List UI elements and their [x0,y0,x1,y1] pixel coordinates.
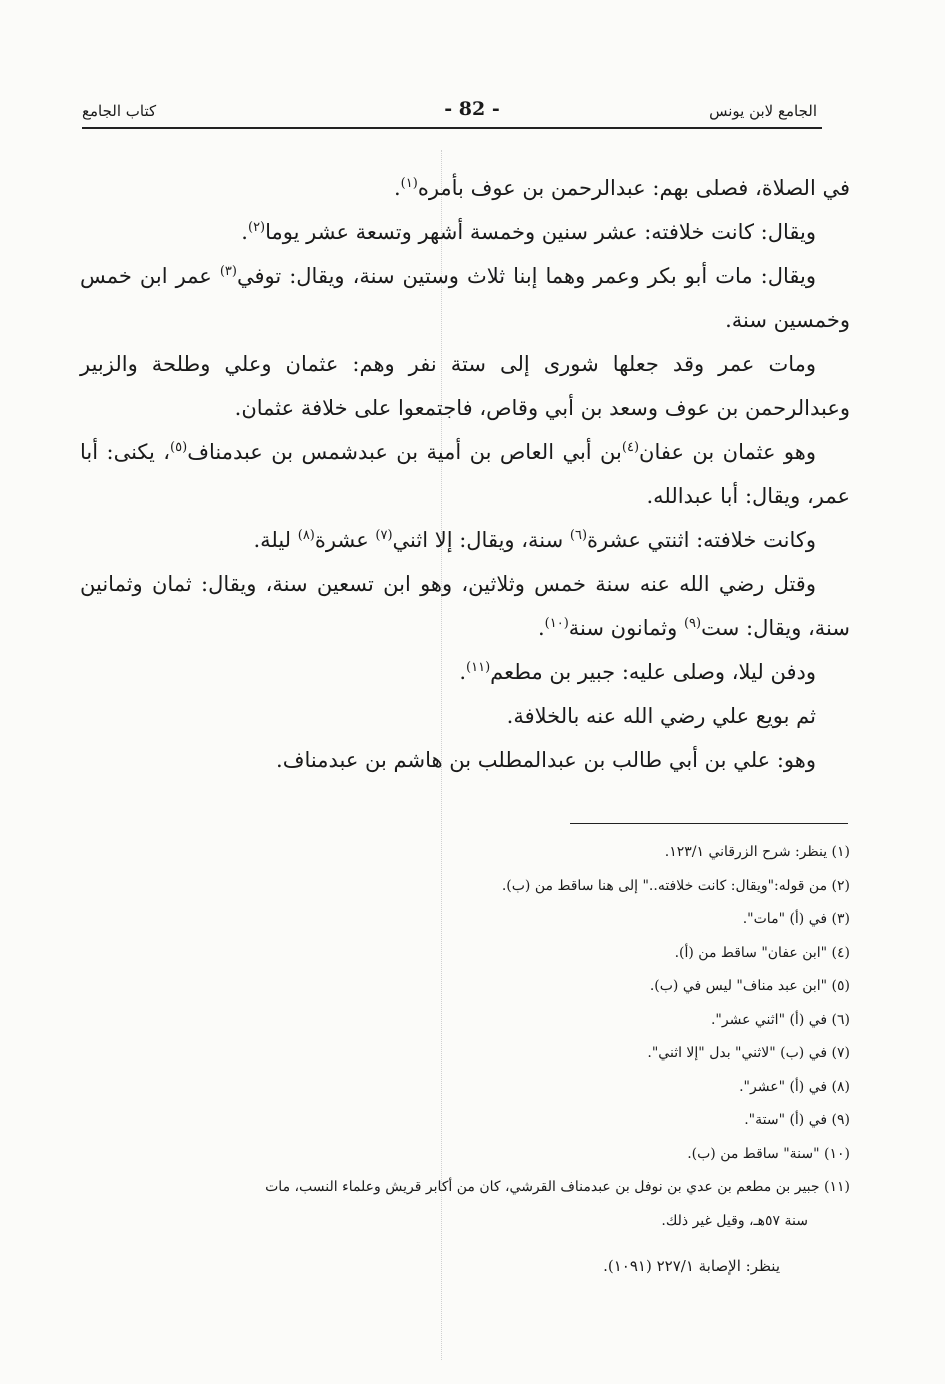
footnote-6: (٦) في (أ) "اثني عشر". [710,1011,850,1028]
paragraph-10: وهو: علي بن أبي طالب بن عبدالمطلب بن هاشم بن عبدمناف. [276,748,816,772]
footnote-marker: (١) [400,176,418,191]
running-header [82,98,817,128]
footnote-reference: ينظر: الإصابة ٢٢٧/١ (١٠٩١). [603,1257,780,1275]
paragraph-6: وكانت خلافته: اثنتي عشرة$^{(٦)}$ سنة، ويقال: إلا اثني$^{(٧)}$ عشرة$^{(٨)}$ ليلة. [253,528,816,552]
footnote-4: (٤) "ابن عفان" ساقط من (أ). [674,944,850,961]
footnote-marker: (٣) [219,264,237,279]
footnote-11-continuation: سنة ٥٧هـ، وقيل غير ذلك. [661,1212,808,1229]
paragraph-8: ودفن ليلا، وصلى عليه: جبير بن مطعم$^{(١١)}$. [459,660,816,684]
paragraph-4: ومات عمر وقد جعلها شورى إلى ستة نفر وهم: عثمان وعلي وطلحة والزبير وعبدالرحمن بن عوف وسعد بن أبي وقاص، فاجتمعوا على خلافة عثمان. [80,352,850,420]
footnote-5: (٥) "ابن عبد مناف" ليس في (ب). [649,978,850,994]
footnote-11: (١١) جبير بن مطعم بن عدي بن نوفل بن عبدمناف القرشي، كان من أكابر قريش وعلماء النسب، مات [265,1179,850,1195]
paragraph-7: وقتل رضي الله عنه سنة خمس وثلاثين، وهو ابن تسعين سنة، ويقال: ثمان وثمانين سنة، ويقال: ست$^{(٩)}$ وثمانون سنة$^{(١٠)}$. [80,572,850,640]
footnote-marker: (٢) [247,220,266,235]
footnote-1: (١) ينظر: شرح الزرقاني ١٢٣/١. [664,844,850,860]
paragraph-2: ويقال: كانت خلافته: عشر سنين وخمسة أشهر وتسعة عشر يوما$^{(٢)}$. [241,220,816,244]
footnote-marker: (١٠) [544,616,569,631]
paragraph-5: وهو عثمان بن عفان$^{(٤)}$بن أبي العاص بن أمية بن عبدشمس بن عبدمناف$^{(٥)}$، يكنى: أبا عمر، ويقال: أبا عبدالله. [80,440,850,508]
footnote-divider [570,823,848,824]
header-book-title: الجامع لابن يونس [709,102,817,120]
paragraph-1: في الصلاة، فصلى بهم: عبدالرحمن بن عوف بأمره$^{(١)}$. [393,176,850,200]
paragraph-3: ويقال: مات أبو بكر وعمر وهما إبنا ثلاث وستين سنة، ويقال: توفي$^{(٣)}$ عمر ابن خمس وخمسين سنة. [80,264,850,332]
footnote-marker: (٩) [683,616,702,631]
footnote-marker: (٥) [170,440,188,455]
footnote-10: (١٠) "سنة" ساقط من (ب). [687,1145,850,1162]
main-text [80,166,850,782]
footnote-8: (٨) في (أ) "عشر". [739,1078,850,1095]
footnote-7: (٧) في (ب) "لاثني" بدل "إلا اثني". [647,1045,850,1061]
page-number: - 82 - [444,98,500,120]
footnote-9: (٩) في (أ) "ستة". [744,1112,850,1128]
paragraph-9: ثم بويع علي رضي الله عنه بالخلافة. [506,704,816,728]
footnote-2: (٢) من قوله:"ويقال: كانت خلافته.." إلى هنا ساقط من (ب). [501,877,850,894]
header-chapter-title: كتاب الجامع [82,102,157,120]
footnotes [80,836,850,1284]
footnote-marker: (٧) [375,528,393,543]
footnote-marker: (٨) [297,528,315,543]
header-divider [82,127,822,129]
footnote-marker: (٦) [569,528,588,543]
footnote-marker: (٤) [621,440,640,455]
footnote-3: (٣) في (أ) "مات". [742,911,850,927]
footnote-marker: (١١) [466,660,491,675]
